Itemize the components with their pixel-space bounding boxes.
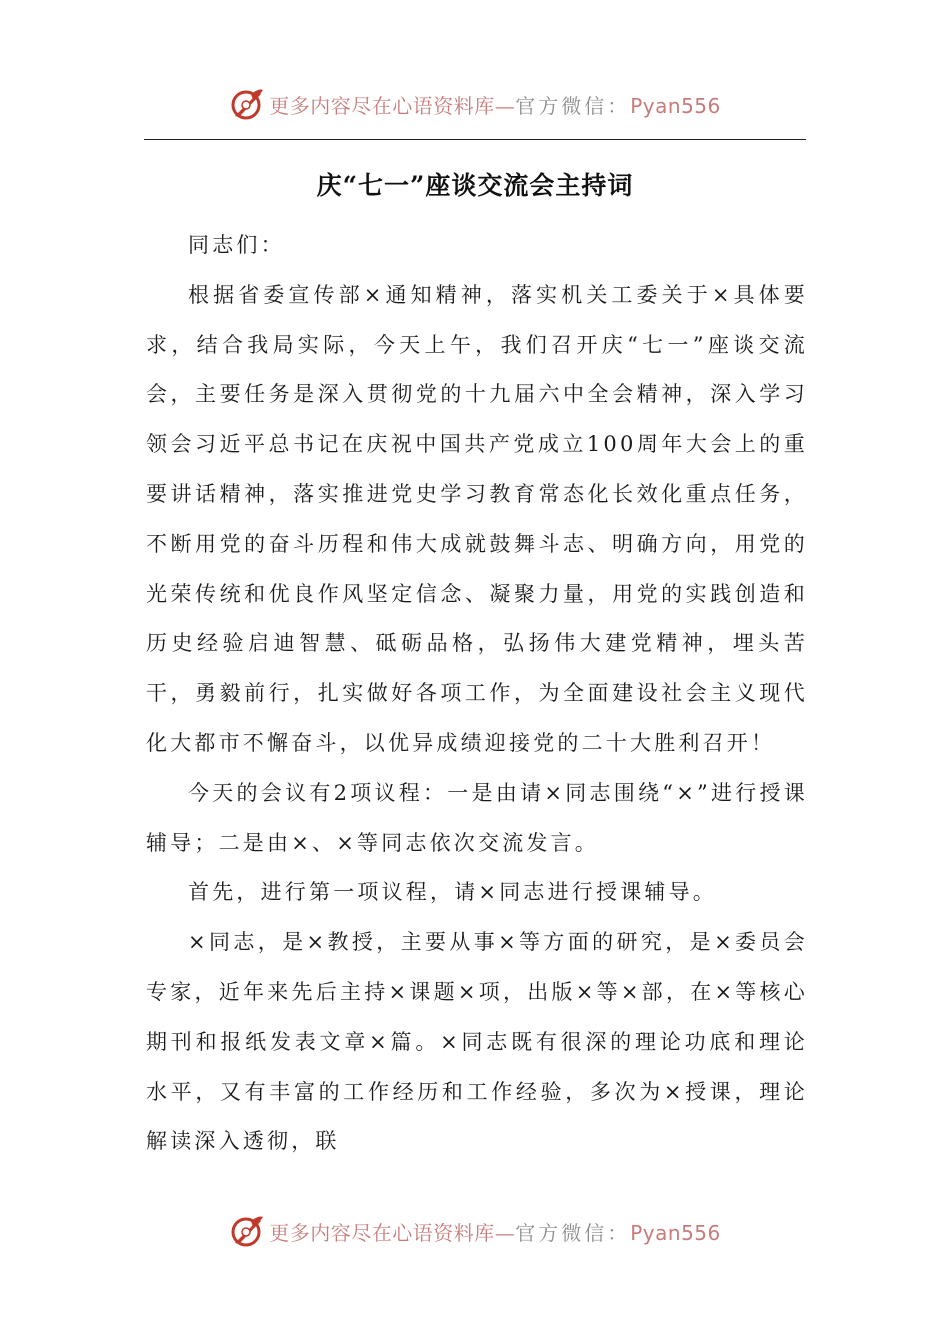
document-body	[146, 221, 808, 1167]
promo-text: 更多内容尽在心语资料库	[269, 93, 495, 118]
quill-logo-icon	[229, 1213, 265, 1249]
wechat-id: Pyan556	[630, 93, 721, 118]
banner-dash: —	[494, 93, 516, 118]
paragraph-agenda: 今天的会议有2项议程：一是由请×同志围绕“×”进行授课辅导；二是由×、×等同志依次交流发言。	[146, 780, 808, 855]
official-label: 官方微信：	[515, 1220, 631, 1245]
promo-text: 更多内容尽在心语资料库	[269, 1220, 495, 1245]
paragraph-speaker-bio: ×同志，是×教授，主要从事×等方面的研究，是×委员会专家，近年来先后主持×课题×项，出版×等×部，在×等核心期刊和报纸发表文章×篇。×同志既有很深的理论功底和理论水平，又有丰富的工作经历和工作经验，多次为×授课，理论解读深入透彻，联	[146, 930, 808, 1154]
footer-banner	[0, 1211, 950, 1251]
quill-logo-icon	[229, 86, 265, 122]
header-banner	[0, 84, 950, 124]
salutation: 同志们：	[188, 233, 285, 257]
document-title: 庆“七一”座谈交流会主持词	[316, 171, 634, 200]
official-label: 官方微信：	[515, 93, 631, 118]
footer-banner-text	[269, 1217, 721, 1246]
header-banner-text	[269, 90, 721, 119]
banner-dash: —	[494, 1220, 516, 1245]
wechat-id: Pyan556	[630, 1220, 721, 1245]
header-divider	[144, 139, 806, 140]
paragraph-first-item: 首先，进行第一项议程，请×同志进行授课辅导。	[188, 880, 717, 905]
paragraph-intro: 根据省委宣传部×通知精神，落实机关工委关于×具体要求，结合我局实际，今天上午，我们召开庆“七一”座谈交流会，主要任务是深入贯彻党的十九届六中全会精神，深入学习领会习近平总书记在庆祝中国共产党成立100周年大会上的重要讲话精神，落实推进党史学习教育常态化长效化重点任务，不断用党的奋斗历程和伟大成就鼓舞斗志、明确方向，用党的光荣传统和优良作风坚定信念、凝聚力量，用党的实践创造和历史经验启迪智慧、砥砺品格，弘扬伟大建党精神，埋头苦干，勇毅前行，扎实做好各项工作，为全面建设社会主义现代化大都市不懈奋斗，以优异成绩迎接党的二十大胜利召开！	[146, 282, 808, 755]
